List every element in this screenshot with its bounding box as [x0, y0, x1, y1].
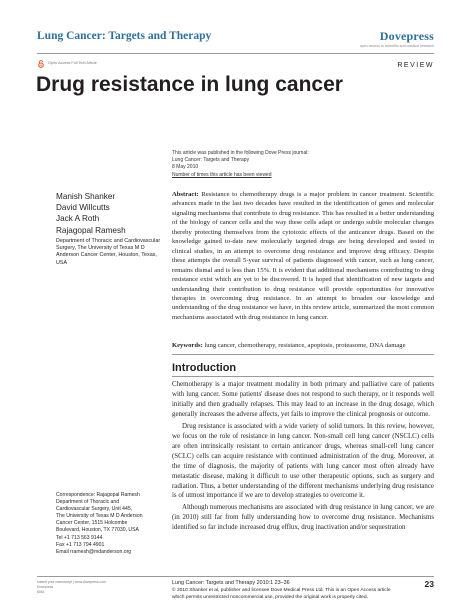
copyright-notice [172, 588, 391, 602]
author-name: Manish Shanker [56, 192, 116, 201]
correspondence-line: Cancer Center, 1515 Holcombe [56, 520, 128, 527]
keywords-label: Keywords: [172, 342, 203, 349]
author-affiliation: Department of Thoracic and Cardiovascular Surgery, The University of Texas M D Anderson Cancer Center, Houston, Texas, USA [56, 238, 161, 266]
correspondence-line: Correspondence: Rajagopal Ramesh [56, 492, 140, 498]
copyright-line: © 2010 Shanker et al, publisher and licensee Dove Medical Press Ltd. This is an Open Access article [172, 588, 391, 593]
body-paragraph: Chemotherapy is a major treatment modality in both primary and palliative care of patients with lung cancer. Some patients' disease does not respond to such therapy, or it responds well initially and then gradually relapses. This may lead to an increase in the drug dosage, which generally increases the adverse affects, yet fails to improve the clinical prognosis or outcome. [172, 381, 434, 418]
author-name: David Willcutts [56, 203, 110, 213]
correspondence-line: Boulevard, Houston, TX 77030, USA [56, 527, 139, 534]
abstract-label: Abstract: [172, 191, 199, 198]
correspondence-email[interactable]: Email rramesh@mdanderson.org [56, 548, 132, 555]
publication-info [172, 150, 309, 179]
body-paragraph: Although numerous mechanisms are associated with drug resistance in lung cancer, we are (in 2010) still far from fully understanding how to overcome drug resistance. Mechanisms identified so far include increased drug efflux, drug inactivation and/or sequestration [172, 504, 434, 532]
keywords-text: lung cancer, chemotherapy, resistance, apoptosis, proteasome, DNA damage [204, 342, 406, 349]
section-heading-introduction: Introduction [172, 362, 237, 374]
author-list [56, 191, 126, 236]
publication-info-line: 8 May 2010 [172, 164, 199, 171]
publisher-logo[interactable]: Dovepress [379, 29, 434, 43]
correspondence-line: Cardiovascular Surgery, Unit 445, [56, 506, 133, 513]
journal-citation: Lung Cancer: Targets and Therapy 2010:1 23–36 [172, 580, 290, 586]
footer-publisher: Dovepress [37, 585, 54, 589]
abstract [172, 190, 434, 322]
journal-title[interactable]: Lung Cancer: Targets and Therapy [37, 30, 212, 42]
open-access-icon [37, 60, 45, 68]
author-name: Rajagopal Ramesh [56, 225, 126, 235]
footer-code: 6061 [37, 590, 45, 594]
article-type-label: REVIEW [397, 62, 434, 69]
introduction-body [172, 380, 434, 533]
keywords [172, 341, 434, 350]
section-divider [172, 376, 434, 377]
footer-divider [37, 576, 434, 577]
publication-info-line: Lung Cancer: Targets and Therapy [172, 157, 250, 164]
author-name: Jack A Roth [56, 214, 100, 224]
correspondence-line: Tel +1 713 563 9144 [56, 534, 103, 541]
submit-manuscript-link[interactable]: submit your manuscript | www.dovepress.com [37, 580, 106, 584]
correspondence-line: Fax +1 713 794 4901 [56, 541, 105, 548]
publisher-tagline: open access to scientific and medical research [359, 44, 434, 48]
copyright-line: which permits unrestricted noncommercial use, provided the original work is properly cited. [172, 594, 368, 600]
publication-info-line: This article was published in the following Dove Press journal: [172, 150, 309, 156]
correspondence-line: The University of Texas M D Anderson [56, 513, 143, 520]
body-paragraph: Drug resistance is associated with a wide variety of solid tumors. In this review, however, we focus on the role of resistance in lung cancer. Non-small cell lung cancer (NSCLC) cells are often intrinsically resistant to certain anticancer drugs, whereas small-cell lung cancer (SCLC) cells can acquire resistance with continued administration of the drug. Moreover, at the time of diagnosis, the majority of patients with lung cancer most often already have metastatic disease, making it difficult to use other therapeutic options, such as surgery and radiation. Thus, a better understanding of the different mechanisms underlying drug resistance is of utmost importance if we are to develop strategies to overcome it. [172, 422, 434, 500]
abstract-divider [172, 354, 434, 355]
footer-left [37, 580, 106, 595]
page-number: 23 [424, 579, 434, 589]
correspondence-line: Department of Thoracic and [56, 499, 120, 506]
open-access-label: Open Access Full Text Article [48, 61, 97, 65]
article-title: Drug resistance in lung cancer [36, 73, 343, 96]
views-count-link[interactable]: Number of times this article has been viewed [172, 171, 272, 178]
correspondence-block [56, 492, 166, 556]
header-divider [37, 53, 434, 54]
abstract-text: Resistance to chemotherapy drugs is a major problem in cancer treatment. Scientific advances made in the last two decades have resulted in the identification of genes and molecular signaling mechanisms that contribute to drug resistance. This has resulted in a better understanding of the biology of cancer cells and the way these cells adapt or undergo subtle molecular changes thereby protecting themselves from the cytotoxic effects of the anticancer drugs. Based on the knowledge gained to-date new molecularly targeted drugs are being developed and tested in clinical studies, in an attempt to overcome drug resistance and improve drug efficacy. Despite these attempts the overall 5-year survival of patients diagnosed with cancer, such as lung cancer, remains dismal and is less than 15%. It is evident that additional mechanisms contributing to drug resistance exist which are yet to be discovered. It is hoped that identification of new targets and understanding their contribution to drug resistance will provide opportunities for innovative therapies in overcoming drug resistance. In an attempt to broaden our knowledge and understanding of the drug resistance we have, in this review article, summarized the most common mechanisms associated with drug resistance in lung cancer. [172, 191, 434, 321]
